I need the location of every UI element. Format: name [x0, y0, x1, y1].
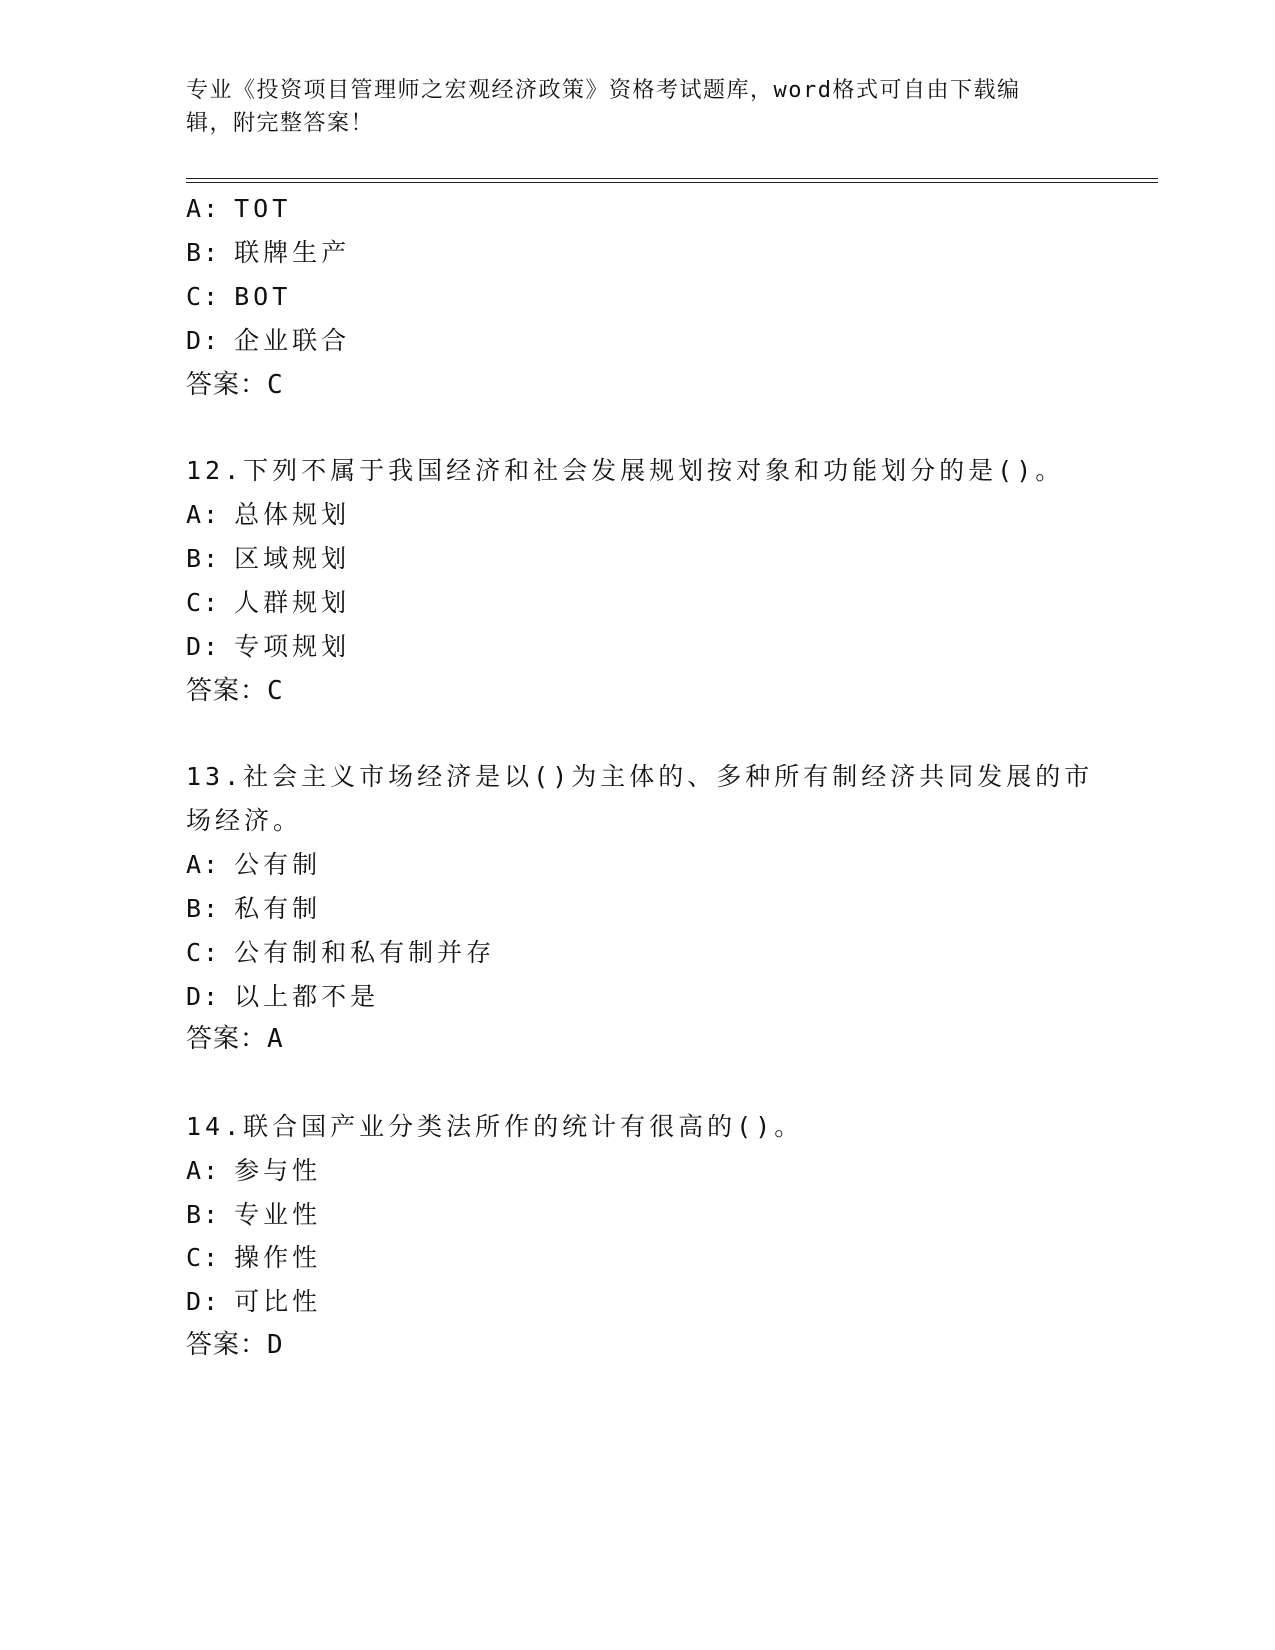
option-text: 专业性	[234, 1200, 322, 1229]
option-label: C:	[186, 588, 221, 617]
option-label: D:	[186, 1287, 221, 1316]
option-text: 公有制和私有制并存	[234, 938, 496, 967]
option-text: 企业联合	[234, 326, 351, 355]
option-text: 总体规划	[234, 500, 351, 529]
q11-option-d	[186, 324, 350, 358]
option-label: D:	[186, 326, 221, 355]
answer-label: 答案：	[186, 370, 268, 400]
q12-answer	[186, 674, 284, 708]
header-divider	[186, 178, 1158, 183]
q12-option-d	[186, 630, 350, 664]
q14-option-b	[186, 1198, 321, 1232]
q13-question-line-1: 13.社会主义市场经济是以()为主体的、多种所有制经济共同发展的市	[186, 762, 1094, 791]
option-text: 操作性	[234, 1243, 322, 1272]
q13-answer	[186, 1022, 284, 1056]
option-text: 人群规划	[234, 588, 351, 617]
option-label: B:	[186, 238, 221, 267]
option-text: 私有制	[234, 894, 322, 923]
q12-option-b	[186, 542, 350, 576]
q14-option-d	[186, 1285, 321, 1319]
option-text: 联牌生产	[234, 238, 351, 267]
option-text: BOT	[234, 282, 292, 311]
q13-question-line-2: 场经济。	[186, 806, 303, 835]
option-label: C:	[186, 282, 221, 311]
option-label: A:	[186, 500, 221, 529]
q13-option-c	[186, 936, 495, 970]
option-text: TOT	[234, 194, 292, 223]
q14-option-a	[186, 1154, 321, 1188]
option-label: A:	[186, 1156, 221, 1185]
q14-option-c	[186, 1241, 321, 1275]
answer-value: C	[267, 370, 284, 400]
answer-label: 答案：	[186, 676, 268, 706]
q14-answer	[186, 1328, 284, 1362]
option-text: 以上都不是	[234, 982, 380, 1011]
option-label: D:	[186, 632, 221, 661]
option-label: D:	[186, 982, 221, 1011]
option-label: C:	[186, 938, 221, 967]
q11-option-b	[186, 236, 350, 270]
document-header: 专业《投资项目管理师之宏观经济政策》资格考试题库，word格式可自由下载编辑，附完整答案！	[186, 78, 1021, 136]
option-label: A:	[186, 850, 221, 879]
option-label: B:	[186, 894, 221, 923]
option-label: B:	[186, 1200, 221, 1229]
q11-option-c	[186, 280, 291, 314]
option-text: 参与性	[234, 1156, 322, 1185]
option-text: 可比性	[234, 1287, 322, 1316]
answer-value: A	[267, 1024, 284, 1054]
option-text: 专项规划	[234, 632, 351, 661]
option-label: A:	[186, 194, 221, 223]
q11-option-a	[186, 192, 291, 226]
q12-option-c	[186, 586, 350, 620]
q13-option-a	[186, 848, 321, 882]
q12-question: 12.下列不属于我国经济和社会发展规划按对象和功能划分的是()。	[186, 456, 1065, 485]
q13-option-b	[186, 892, 321, 926]
q14-question: 14.联合国产业分类法所作的统计有很高的()。	[186, 1112, 804, 1141]
option-text: 公有制	[234, 850, 322, 879]
answer-value: C	[267, 676, 284, 706]
q13-option-d	[186, 980, 379, 1014]
option-label: C:	[186, 1243, 221, 1272]
answer-label: 答案：	[186, 1024, 268, 1054]
option-label: B:	[186, 544, 221, 573]
option-text: 区域规划	[234, 544, 351, 573]
answer-value: D	[267, 1330, 284, 1360]
q12-option-a	[186, 498, 350, 532]
answer-label: 答案：	[186, 1330, 268, 1360]
q11-answer	[186, 368, 284, 402]
